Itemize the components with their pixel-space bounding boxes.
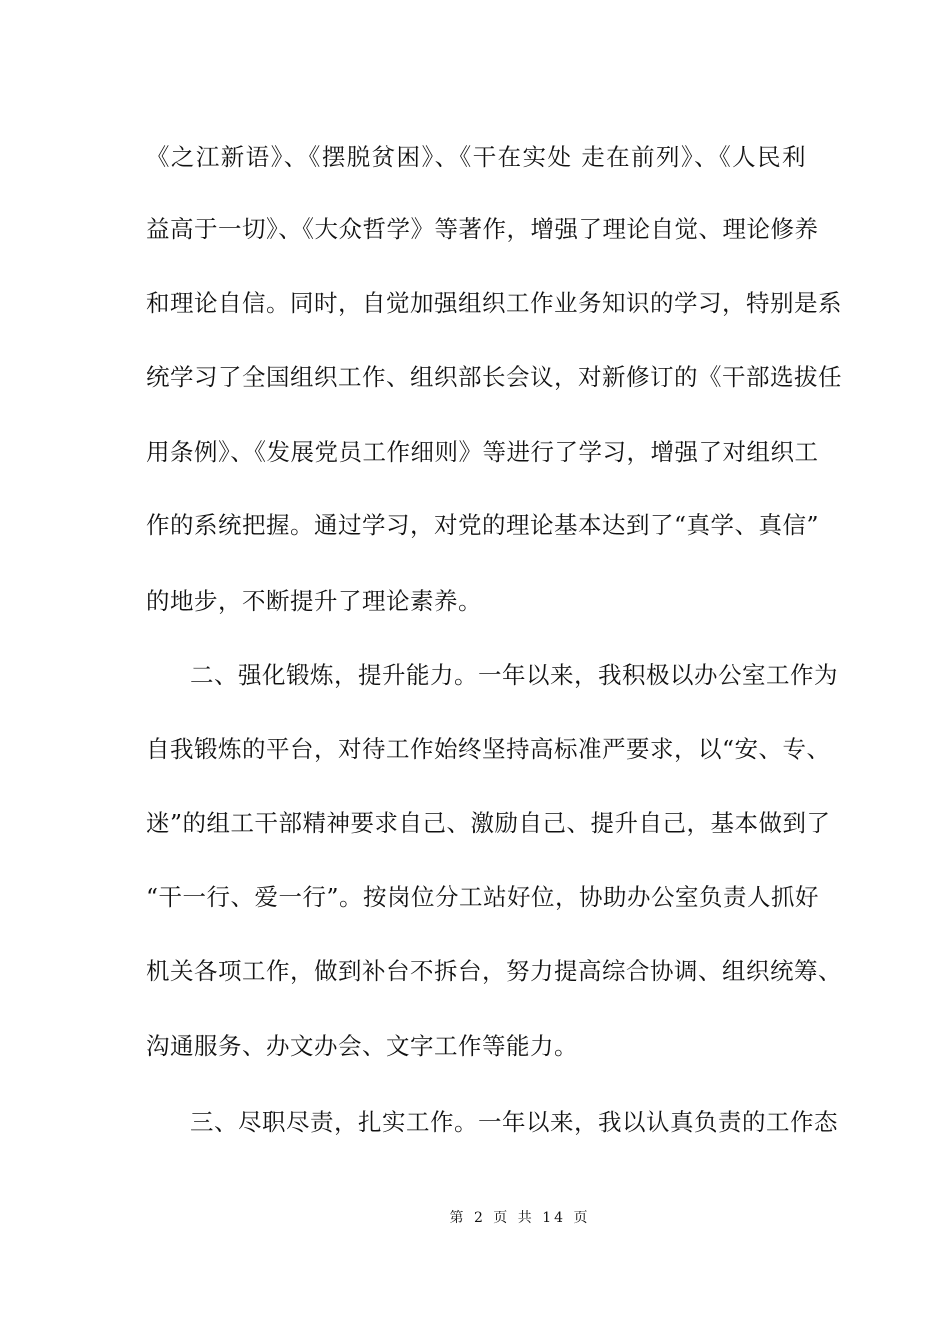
paragraph-2-line-2: 自我锻炼的平台，对待工作始终坚持高标准严要求，以“安、专、 [146, 735, 831, 763]
text-line-1: 《之江新语》、《摆脱贫困》、《干在实处 走在前列》、《人民利 [146, 143, 806, 171]
paragraph-2-line-4: “干一行、爱一行”。按岗位分工站好位，协助办公室负责人抓好 [146, 883, 820, 911]
paragraph-2-line-3: 迷”的组工干部精神要求自己、激励自己、提升自己，基本做到了 [146, 809, 831, 837]
text-line-2: 益高于一切》、《大众哲学》等著作，增强了理论自觉、理论修养 [146, 215, 819, 243]
paragraph-2-line-1: 二、强化锻炼，提升能力。一年以来，我积极以办公室工作为 [190, 661, 838, 689]
text-line-5: 用条例》、《发展党员工作细则》等进行了学习，增强了对组织工 [146, 438, 819, 466]
page-footer: 第 2 页 共 14 页 [449, 1210, 591, 1226]
paragraph-2-line-5: 机关各项工作，做到补台不拆台，努力提高综合协调、组织统筹、 [146, 957, 842, 985]
text-line-4: 统学习了全国组织工作、组织部长会议，对新修订的《干部选拔任 [146, 363, 842, 391]
paragraph-3-line-1: 三、尽职尽责，扎实工作。一年以来，我以认真负责的工作态 [190, 1108, 838, 1136]
text-line-3: 和理论自信。同时，自觉加强组织工作业务知识的学习，特别是系 [146, 289, 842, 317]
text-line-7: 的地步，不断提升了理论素养。 [146, 587, 482, 615]
text-line-6: 作的系统把握。通过学习，对党的理论基本达到了“真学、真信” [146, 511, 820, 539]
paragraph-2-line-6: 沟通服务、办文办会、文字工作等能力。 [146, 1032, 578, 1060]
